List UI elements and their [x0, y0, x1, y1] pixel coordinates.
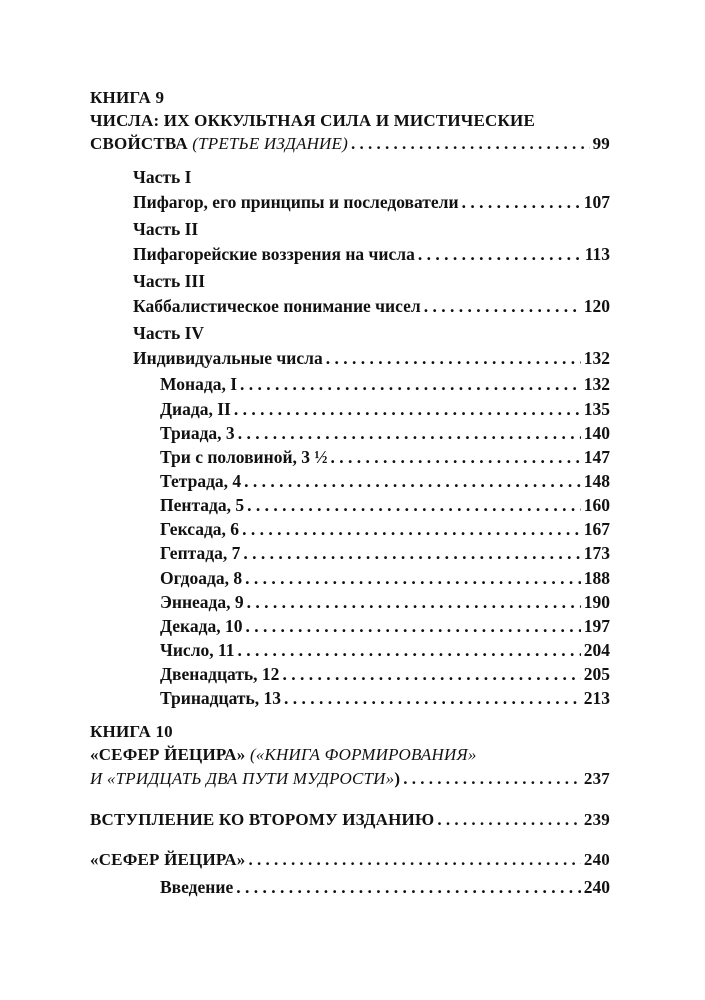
- page-number: 213: [583, 688, 610, 708]
- entry-title: Триада, 3: [160, 423, 235, 443]
- dot-leader: [247, 590, 581, 614]
- dot-leader: [282, 662, 580, 686]
- book10-label: КНИГА 10: [90, 722, 173, 741]
- entry-title: Тринадцать, 13: [160, 688, 281, 708]
- toc-entry-intro: [160, 875, 610, 899]
- toc-entry: [160, 541, 610, 565]
- part-label: Часть I: [133, 167, 192, 187]
- toc-entry-sefer: [90, 848, 610, 872]
- dot-leader: [243, 541, 580, 565]
- page-number: 140: [583, 423, 610, 443]
- dot-leader: [244, 469, 581, 493]
- dot-leader: [351, 132, 590, 156]
- toc-entry: [160, 493, 610, 517]
- page-number: 135: [583, 399, 610, 419]
- toc-entry: [160, 638, 610, 662]
- page-number: 99: [592, 134, 610, 153]
- book9-title-text: СВОЙСТВА (ТРЕТЬЕ ИЗДАНИЕ): [90, 134, 348, 153]
- dot-leader: [245, 614, 580, 638]
- toc-entry: [160, 686, 610, 710]
- entry-title: Двенадцать, 12: [160, 664, 280, 684]
- dot-leader: [236, 875, 581, 899]
- entry-title: Индивидуальные числа: [133, 348, 323, 368]
- toc-entry: [160, 397, 610, 421]
- dot-leader: [245, 566, 581, 590]
- book10-title-text: И «ТРИДЦАТЬ ДВА ПУТИ МУДРОСТИ»): [90, 769, 401, 788]
- page-number: 132: [583, 374, 610, 394]
- toc-entry: [160, 614, 610, 638]
- dot-leader: [403, 767, 581, 791]
- entry-title: Пентада, 5: [160, 495, 245, 515]
- page-number: 197: [583, 616, 610, 636]
- entry-title: «СЕФЕР ЙЕЦИРА»: [90, 850, 246, 869]
- book10-title-line1: «СЕФЕР ЙЕЦИРА» («КНИГА ФОРМИРОВАНИЯ»: [90, 745, 477, 764]
- book9-title-line2: [90, 132, 610, 156]
- entry-title: Три с половиной, 3 ½: [160, 447, 328, 467]
- entry-title: Гептада, 7: [160, 543, 241, 563]
- dot-leader: [238, 638, 581, 662]
- page-number: 240: [583, 877, 610, 897]
- toc-entry: [160, 517, 610, 541]
- dot-leader: [462, 190, 581, 214]
- entry-title: ВСТУПЛЕНИЕ КО ВТОРОМУ ИЗДАНИЮ: [90, 810, 435, 829]
- dot-leader: [424, 294, 581, 318]
- page-number: 120: [583, 296, 610, 316]
- dot-leader: [249, 848, 581, 872]
- entry-title: Пифагор, его принципы и последователи: [133, 192, 459, 212]
- part-label: Часть IV: [133, 323, 205, 343]
- page-number: 188: [583, 568, 610, 588]
- page-number: 167: [583, 519, 610, 539]
- page-number: 107: [583, 192, 610, 212]
- part-label: Часть III: [133, 271, 206, 291]
- entry-title: Гексада, 6: [160, 519, 240, 539]
- toc-entry: [160, 469, 610, 493]
- page-number: 240: [583, 850, 610, 869]
- entry-title: Пифагорейские воззрения на числа: [133, 244, 415, 264]
- dot-leader: [242, 517, 581, 541]
- page-number: 205: [583, 664, 610, 684]
- dot-leader: [418, 242, 582, 266]
- toc-entry-intro2: [90, 808, 610, 832]
- page-number: 173: [583, 543, 610, 563]
- entry-title: Декада, 10: [160, 616, 243, 636]
- page-number: 160: [583, 495, 610, 515]
- entry-title: Каббалистическое понимание чисел: [133, 296, 421, 316]
- entry-title: Число, 11: [160, 640, 235, 660]
- book9-title-line1: ЧИСЛА: ИХ ОККУЛЬТНАЯ СИЛА И МИСТИЧЕСКИЕ: [90, 111, 535, 130]
- page-number: 237: [583, 769, 610, 788]
- page-number: 190: [583, 592, 610, 612]
- entry-title: Диада, II: [160, 399, 231, 419]
- dot-leader: [238, 421, 581, 445]
- book9-label: КНИГА 9: [90, 88, 165, 107]
- entry-title: Огдоада, 8: [160, 568, 243, 588]
- book10-title-line2: [90, 767, 610, 791]
- toc-entry: [133, 242, 610, 266]
- page-number: 132: [583, 348, 610, 368]
- entry-title: Тетрада, 4: [160, 471, 242, 491]
- toc-entry: [133, 294, 610, 318]
- entry-title: Введение: [160, 877, 234, 897]
- part-label: Часть II: [133, 219, 199, 239]
- dot-leader: [284, 686, 581, 710]
- entry-title: Монада, I: [160, 374, 238, 394]
- toc-entry: [133, 190, 610, 214]
- entry-title: Эннеада, 9: [160, 592, 244, 612]
- dot-leader: [437, 808, 581, 832]
- toc-entry: [160, 421, 610, 445]
- dot-leader: [240, 372, 581, 396]
- page-number: 148: [583, 471, 610, 491]
- toc-entry: [160, 372, 610, 396]
- dot-leader: [247, 493, 581, 517]
- toc-entry: [160, 566, 610, 590]
- dot-leader: [326, 346, 581, 370]
- toc-entry: [160, 662, 610, 686]
- toc-entry: [160, 445, 610, 469]
- dot-leader: [234, 397, 581, 421]
- page-number: 239: [583, 810, 610, 829]
- page-number: 147: [583, 447, 610, 467]
- page-number: 113: [584, 244, 610, 264]
- dot-leader: [331, 445, 581, 469]
- toc-entry: [160, 590, 610, 614]
- page-number: 204: [583, 640, 610, 660]
- toc-entry: [133, 346, 610, 370]
